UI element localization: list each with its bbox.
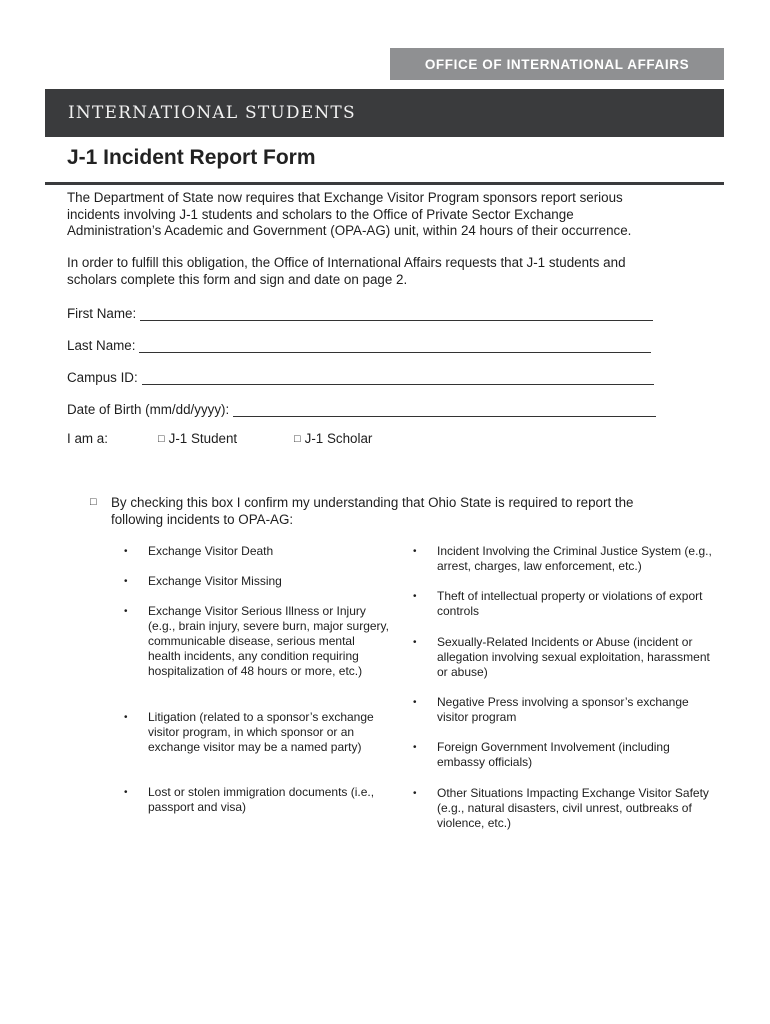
incident-text: Exchange Visitor Death <box>148 544 274 558</box>
dob-label: Date of Birth (mm/dd/yyyy): <box>67 402 230 417</box>
first-name-input-line[interactable] <box>140 308 653 321</box>
office-banner: OFFICE OF INTERNATIONAL AFFAIRS <box>390 48 724 80</box>
bullet-icon: • <box>413 742 417 753</box>
bullet-icon: • <box>413 637 417 648</box>
list-item <box>124 785 389 815</box>
section-title: INTERNATIONAL STUDENTS <box>68 103 356 123</box>
list-item <box>124 710 389 755</box>
bullet-icon: • <box>413 788 417 799</box>
j1-student-label: J-1 Student <box>168 431 238 446</box>
list-item <box>413 544 713 574</box>
incident-text: Theft of intellectual property or violations of export controls <box>437 589 703 618</box>
j1-student-checkbox[interactable]: □ <box>158 433 165 445</box>
bullet-icon: • <box>124 606 128 617</box>
title-divider <box>45 182 724 185</box>
incident-text: Incident Involving the Criminal Justice System (e.g., arrest, charges, law enforcement, etc.) <box>437 544 712 573</box>
list-item <box>413 635 713 680</box>
list-item <box>413 695 713 725</box>
first-name-label: First Name: <box>67 306 137 321</box>
j1-scholar-label: J-1 Scholar <box>304 431 373 446</box>
last-name-field[interactable] <box>67 335 651 353</box>
bullet-icon: • <box>124 546 128 557</box>
campus-id-input-line[interactable] <box>142 372 654 385</box>
list-item <box>413 740 713 770</box>
campus-id-field[interactable] <box>67 367 654 385</box>
form-title: J-1 Incident Report Form <box>67 146 316 169</box>
iam-label: I am a: <box>67 431 108 446</box>
campus-id-label: Campus ID: <box>67 370 138 385</box>
dob-input-line[interactable] <box>233 404 656 417</box>
bullet-icon: • <box>413 591 417 602</box>
incident-text: Lost or stolen immigration documents (i.e., passport and visa) <box>148 785 375 814</box>
j1-student-option[interactable] <box>158 431 237 446</box>
incident-text: Foreign Government Involvement (including embassy officials) <box>437 740 670 769</box>
incident-text: Sexually-Related Incidents or Abuse (incident or allegation involving sexual exploitation, harassment or abuse) <box>437 635 710 679</box>
incident-text: Litigation (related to a sponsor’s exchange visitor program, in which sponsor or an exchange visitor may be a named party) <box>148 710 374 754</box>
intro-paragraph-1: The Department of State now requires that Exchange Visitor Program sponsors report serious incidents involving J-1 students and scholars to the Office of Private Sector Exchange Administration’s Academic and Government (OPA-AG) unit, within 24 hours of their occurrence. <box>67 190 632 239</box>
dob-field[interactable] <box>67 399 656 417</box>
confirm-row[interactable] <box>90 495 680 528</box>
bullet-icon: • <box>124 712 128 723</box>
intro-paragraph-2: In order to fulfill this obligation, the Office of International Affairs requests that J-1 students and scholars complete this form and sign and date on page 2. <box>67 255 626 287</box>
bullet-icon: • <box>413 546 417 557</box>
list-item <box>413 589 713 619</box>
bullet-icon: • <box>413 697 417 708</box>
incident-text: Negative Press involving a sponsor’s exchange visitor program <box>437 695 689 724</box>
list-item <box>124 604 389 679</box>
list-item <box>124 544 389 559</box>
first-name-field[interactable] <box>67 303 653 321</box>
list-item <box>124 574 389 589</box>
section-banner <box>45 89 724 137</box>
last-name-input-line[interactable] <box>139 340 651 353</box>
confirm-text: By checking this box I confirm my understanding that Ohio State is required to report the following incidents to OPA-AG: <box>111 495 634 527</box>
incident-text: Exchange Visitor Missing <box>148 574 282 588</box>
j1-scholar-option[interactable] <box>294 431 372 446</box>
incident-text: Exchange Visitor Serious Illness or Injury (e.g., brain injury, severe burn, major surgery, communicable disease, serious mental health incidents, any condition requiring hospitalization of 48 hours or more, etc.) <box>148 604 389 678</box>
bullet-icon: • <box>124 787 128 798</box>
list-item <box>413 786 713 831</box>
bullet-icon: • <box>124 576 128 587</box>
j1-scholar-checkbox[interactable]: □ <box>294 433 301 445</box>
confirm-checkbox[interactable]: □ <box>90 496 97 508</box>
incident-text: Other Situations Impacting Exchange Visitor Safety (e.g., natural disasters, civil unrest, outbreaks of violence, etc.) <box>437 786 709 830</box>
last-name-label: Last Name: <box>67 338 136 353</box>
